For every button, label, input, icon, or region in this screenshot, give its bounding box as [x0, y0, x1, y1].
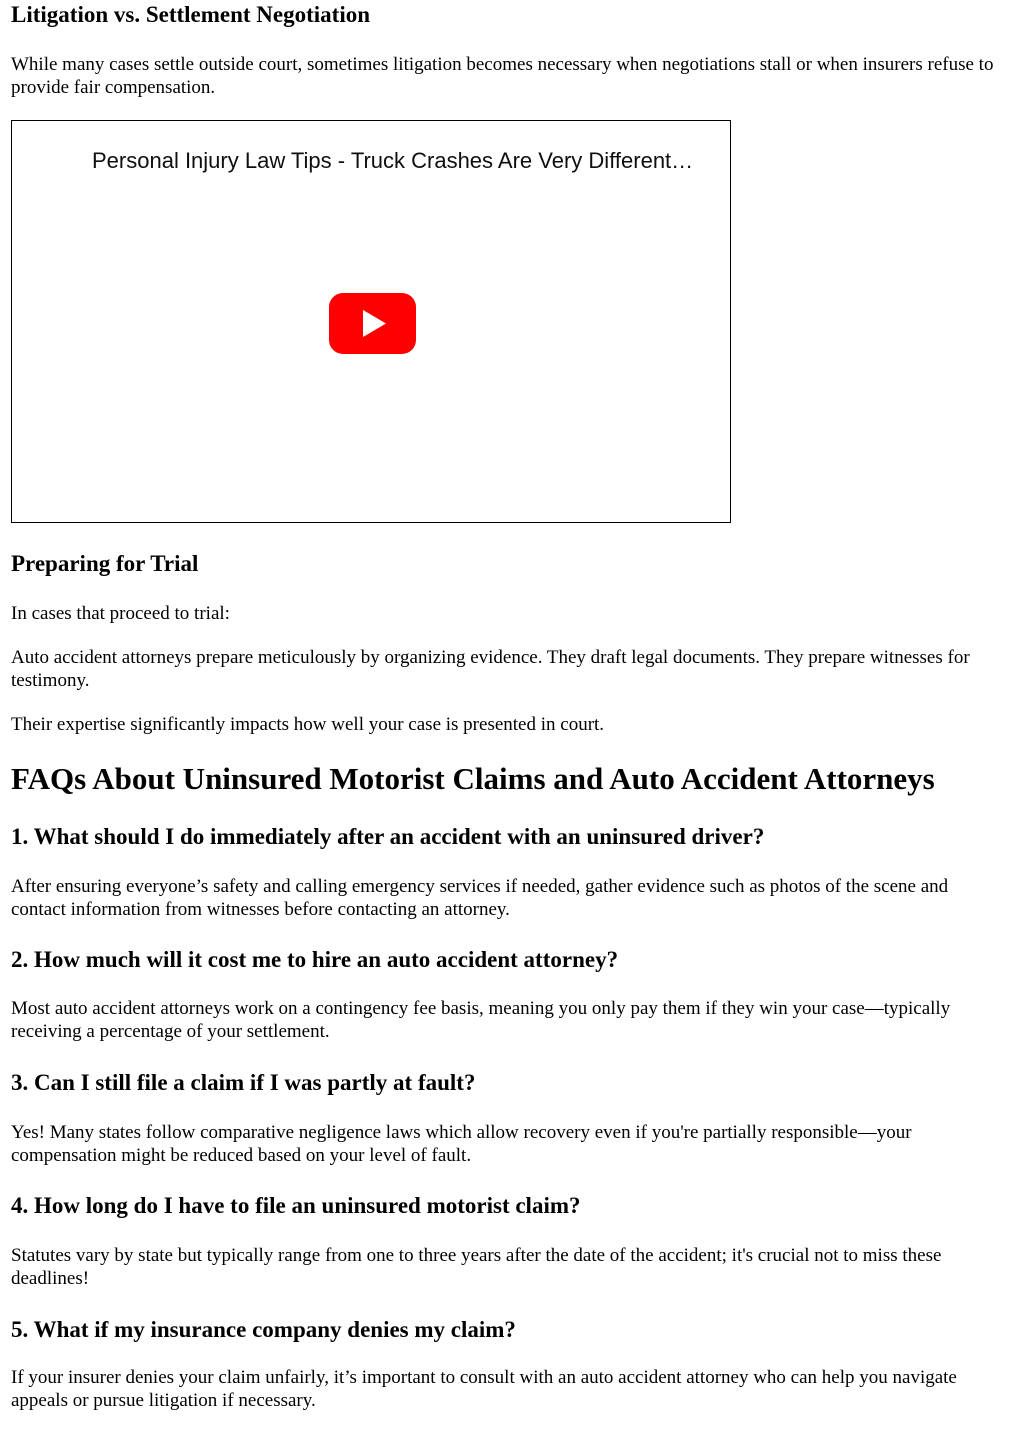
paragraph-trial-1: Auto accident attorneys prepare meticulously by organizing evidence. They draft legal documents. They prepare witnesses for testimony.	[11, 647, 970, 691]
faq-answer-1: After ensuring everyone’s safety and calling emergency services if needed, gather evidence such as photos of the scene and contact information from witnesses before contacting an attorney.	[11, 876, 949, 920]
video-embed[interactable]	[11, 120, 731, 523]
faq-question-2: 2. How much will it cost me to hire an auto accident attorney?	[11, 947, 619, 972]
faq-question-4: 4. How long do I have to file an uninsured motorist claim?	[11, 1193, 581, 1218]
faq-question-3: 3. Can I still file a claim if I was partly at fault?	[11, 1070, 476, 1095]
faq-question-1: 1. What should I do immediately after an accident with an uninsured driver?	[11, 824, 765, 849]
paragraph-trial-intro: In cases that proceed to trial:	[11, 603, 230, 624]
faq-heading: FAQs About Uninsured Motorist Claims and Auto Accident Attorneys	[11, 761, 935, 796]
youtube-play-icon[interactable]	[329, 293, 416, 354]
section-heading-litigation: Litigation vs. Settlement Negotiation	[11, 2, 371, 27]
faq-answer-4: Statutes vary by state but typically range from one to three years after the date of the accident; it's crucial not to miss these deadlines!	[11, 1245, 942, 1289]
section-heading-trial: Preparing for Trial	[11, 551, 199, 576]
faq-answer-3: Yes! Many states follow comparative negligence laws which allow recovery even if you're partially responsible—your compensation might be reduced based on your level of fault.	[11, 1122, 912, 1166]
faq-answer-5: If your insurer denies your claim unfairly, it’s important to consult with an auto accident attorney who can help you navigate appeals or pursue litigation if necessary.	[11, 1367, 957, 1411]
paragraph-trial-2: Their expertise significantly impacts how well your case is presented in court.	[11, 714, 605, 735]
video-title[interactable]: Personal Injury Law Tips - Truck Crashes Are Very Different…	[92, 148, 694, 173]
faq-question-5: 5. What if my insurance company denies my claim?	[11, 1317, 516, 1342]
paragraph-litigation: While many cases settle outside court, sometimes litigation becomes necessary when negotiations stall or when insurers refuse to provide fair compensation.	[11, 54, 994, 98]
faq-answer-2: Most auto accident attorneys work on a contingency fee basis, meaning you only pay them if they win your case—typically receiving a percentage of your settlement.	[11, 998, 951, 1042]
